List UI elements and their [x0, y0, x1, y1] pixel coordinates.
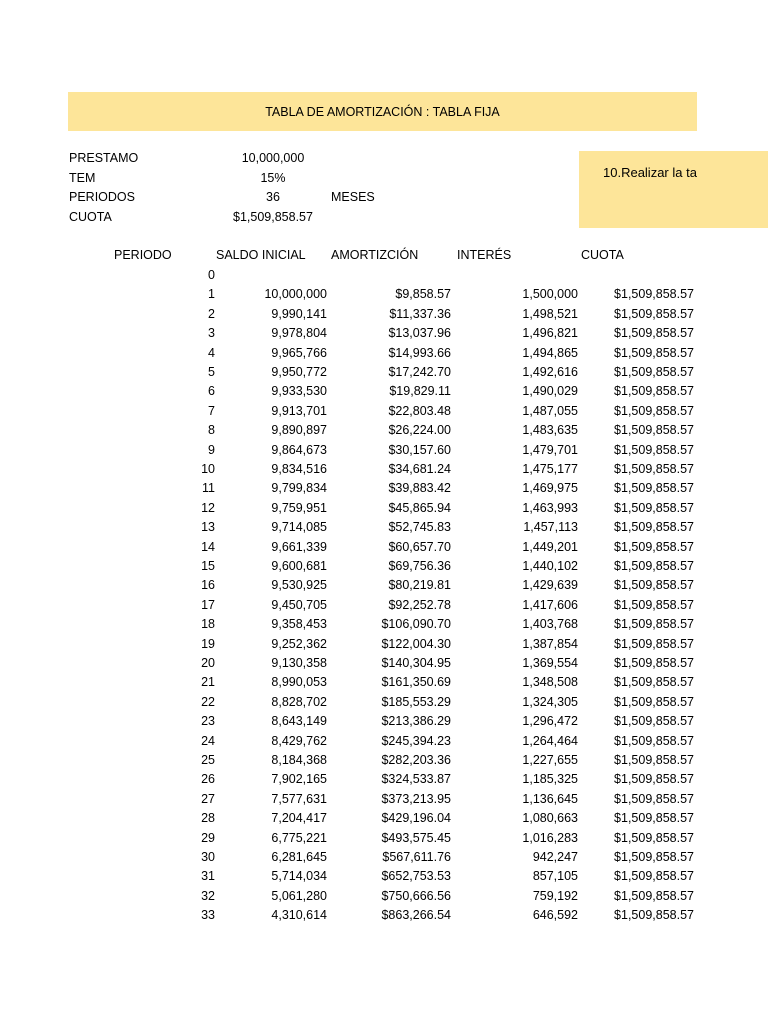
- table-row: [0, 384, 768, 403]
- cell-saldo-inicial: 8,643,149: [271, 714, 327, 729]
- cell-saldo-inicial: 9,990,141: [271, 306, 327, 321]
- cell-interes: 1,185,325: [522, 772, 578, 787]
- cell-cuota: $1,509,858.57: [614, 850, 694, 864]
- cell-saldo-inicial: 9,252,362: [271, 636, 327, 651]
- header-interes: INTERÉS: [457, 248, 512, 262]
- cell-amortizacion: $324,533.87: [381, 772, 451, 787]
- cell-saldo-inicial: 6,281,645: [271, 850, 327, 864]
- cell-interes: 1,479,701: [522, 442, 578, 457]
- cell-saldo-inicial: 9,978,804: [271, 326, 327, 341]
- cell-amortizacion: $9,858.57: [395, 287, 451, 302]
- cell-periodo: 26: [201, 772, 215, 787]
- tem-label: TEM: [69, 171, 96, 185]
- cell-saldo-inicial: 9,600,681: [271, 559, 327, 573]
- cell-amortizacion: $69,756.36: [388, 559, 451, 573]
- cell-amortizacion: $45,865.94: [388, 500, 451, 515]
- table-row: [0, 675, 768, 694]
- table-row: [0, 889, 768, 908]
- cell-saldo-inicial: 6,775,221: [271, 830, 327, 845]
- cell-saldo-inicial: 8,184,368: [271, 753, 327, 767]
- cell-interes: 1,417,606: [522, 597, 578, 612]
- cell-interes: 1,080,663: [522, 811, 578, 826]
- cell-interes: 1,324,305: [522, 694, 578, 709]
- cell-amortizacion: $92,252.78: [388, 597, 451, 612]
- periodos-label: PERIODOS: [69, 190, 135, 204]
- cell-amortizacion: $39,883.42: [388, 481, 451, 496]
- cell-saldo-inicial: 5,714,034: [271, 869, 327, 884]
- cell-interes: 1,457,113: [523, 520, 578, 535]
- cell-cuota: $1,509,858.57: [614, 500, 694, 515]
- cell-amortizacion: $122,004.30: [381, 636, 451, 651]
- cell-cuota: $1,509,858.57: [614, 694, 694, 709]
- cell-interes: 857,105: [532, 869, 578, 884]
- cell-cuota: $1,509,858.57: [614, 753, 694, 767]
- cell-saldo-inicial: 7,204,417: [271, 811, 327, 826]
- table-row: [0, 423, 768, 442]
- cell-amortizacion: $14,993.66: [388, 345, 451, 360]
- cuota-value: $1,509,858.57: [233, 210, 313, 224]
- cell-cuota: $1,509,858.57: [614, 442, 694, 457]
- table-row: [0, 850, 768, 869]
- cell-amortizacion: $13,037.96: [388, 326, 451, 341]
- page-title: TABLA DE AMORTIZACIÓN : TABLA FIJA: [265, 104, 500, 119]
- cell-cuota: $1,509,858.57: [614, 733, 694, 748]
- cell-amortizacion: $282,203.36: [381, 753, 451, 767]
- cell-interes: 1,369,554: [522, 656, 578, 670]
- cell-periodo: 23: [201, 714, 215, 729]
- table-row: [0, 734, 768, 753]
- cell-periodo: 21: [201, 675, 215, 690]
- prestamo-label: PRESTAMO: [69, 151, 139, 165]
- cell-cuota: $1,509,858.57: [614, 811, 694, 826]
- cell-periodo: 1: [208, 287, 215, 302]
- table-row: [0, 792, 768, 811]
- cell-periodo: 27: [201, 791, 215, 806]
- table-row: [0, 443, 768, 462]
- cell-periodo: 33: [201, 908, 215, 923]
- cell-cuota: $1,509,858.57: [614, 772, 694, 787]
- cell-amortizacion: $17,242.70: [388, 365, 451, 379]
- cell-interes: 1,469,975: [522, 481, 578, 496]
- table-row: [0, 908, 768, 927]
- title-band: [68, 92, 697, 131]
- cell-cuota: $1,509,858.57: [614, 656, 694, 670]
- table-row: [0, 326, 768, 345]
- cell-saldo-inicial: 9,450,705: [271, 597, 327, 612]
- table-row: [0, 268, 768, 287]
- note-text: 10.Realizar la ta: [603, 165, 697, 180]
- cell-periodo: 14: [201, 539, 215, 554]
- cell-saldo-inicial: 9,890,897: [271, 423, 327, 438]
- table-row: [0, 287, 768, 306]
- cell-interes: 1,492,616: [522, 365, 578, 379]
- cell-periodo: 19: [201, 636, 215, 651]
- header-saldo-inicial: SALDO INICIAL: [216, 248, 306, 262]
- cell-amortizacion: $750,666.56: [381, 888, 451, 903]
- cell-amortizacion: $30,157.60: [388, 442, 451, 457]
- cell-cuota: $1,509,858.57: [614, 559, 694, 573]
- cell-saldo-inicial: 9,358,453: [271, 617, 327, 632]
- cell-amortizacion: $106,090.70: [381, 617, 451, 632]
- prestamo-value: 10,000,000: [241, 151, 305, 165]
- cell-saldo-inicial: 9,759,951: [271, 500, 327, 515]
- table-row: [0, 695, 768, 714]
- cell-saldo-inicial: 9,950,772: [271, 365, 327, 379]
- cell-saldo-inicial: 9,913,701: [271, 403, 327, 418]
- table-row: [0, 481, 768, 500]
- cell-saldo-inicial: 9,714,085: [271, 520, 327, 535]
- cell-amortizacion: $429,196.04: [381, 811, 451, 826]
- cell-interes: 1,475,177: [522, 462, 578, 476]
- cell-interes: 1,498,521: [522, 306, 578, 321]
- note-box: [579, 151, 768, 228]
- cell-interes: 1,483,635: [522, 423, 578, 438]
- cell-amortizacion: $213,386.29: [381, 714, 451, 729]
- table-row: [0, 462, 768, 481]
- cell-saldo-inicial: 9,130,358: [271, 656, 327, 670]
- cell-cuota: $1,509,858.57: [614, 714, 694, 729]
- cell-amortizacion: $373,213.95: [381, 791, 451, 806]
- cell-amortizacion: $567,611.76: [382, 850, 451, 864]
- cell-interes: 1,496,821: [522, 326, 578, 341]
- cell-amortizacion: $863,266.54: [381, 908, 451, 923]
- cell-interes: 1,429,639: [522, 578, 578, 593]
- header-cuota: CUOTA: [581, 248, 624, 262]
- table-row: [0, 520, 768, 539]
- cell-saldo-inicial: 5,061,280: [271, 888, 327, 903]
- cell-periodo: 8: [208, 423, 215, 438]
- table-row: [0, 869, 768, 888]
- cell-cuota: $1,509,858.57: [614, 345, 694, 360]
- cell-amortizacion: $19,829.11: [389, 384, 451, 399]
- cell-interes: 1,487,055: [522, 403, 578, 418]
- cell-amortizacion: $80,219.81: [388, 578, 451, 593]
- cell-periodo: 0: [208, 268, 215, 282]
- cell-saldo-inicial: 8,828,702: [271, 694, 327, 709]
- cell-periodo: 29: [201, 830, 215, 845]
- table-row: [0, 753, 768, 772]
- cell-cuota: $1,509,858.57: [614, 539, 694, 554]
- table-row: [0, 598, 768, 617]
- cell-cuota: $1,509,858.57: [614, 423, 694, 438]
- cell-saldo-inicial: 9,834,516: [271, 462, 327, 476]
- periodos-value: 36: [266, 190, 280, 204]
- cell-cuota: $1,509,858.57: [614, 462, 694, 476]
- cell-cuota: $1,509,858.57: [614, 617, 694, 632]
- cell-periodo: 7: [208, 403, 215, 418]
- cell-interes: 1,227,655: [522, 753, 578, 767]
- cell-saldo-inicial: 4,310,614: [271, 908, 327, 923]
- cell-periodo: 3: [208, 326, 215, 341]
- table-row: [0, 811, 768, 830]
- cell-periodo: 31: [201, 869, 215, 884]
- cell-periodo: 12: [201, 500, 215, 515]
- cell-amortizacion: $26,224.00: [388, 423, 451, 438]
- cell-interes: 1,387,854: [522, 636, 578, 651]
- table-row: [0, 346, 768, 365]
- cell-periodo: 6: [208, 384, 215, 399]
- cell-saldo-inicial: 9,965,766: [271, 345, 327, 360]
- cell-cuota: $1,509,858.57: [614, 675, 694, 690]
- cell-cuota: $1,509,858.57: [614, 326, 694, 341]
- cell-interes: 759,192: [532, 888, 578, 903]
- table-row: [0, 559, 768, 578]
- cell-amortizacion: $161,350.69: [381, 675, 451, 690]
- table-row: [0, 307, 768, 326]
- table-row: [0, 404, 768, 423]
- cell-saldo-inicial: 9,933,530: [271, 384, 327, 399]
- header-amortizacion: AMORTIZCIÓN: [331, 248, 419, 262]
- cell-periodo: 11: [202, 481, 215, 496]
- cell-periodo: 17: [201, 597, 215, 612]
- cell-cuota: $1,509,858.57: [614, 791, 694, 806]
- cell-periodo: 18: [201, 617, 215, 632]
- cell-cuota: $1,509,858.57: [614, 287, 694, 302]
- cell-interes: 1,403,768: [522, 617, 578, 632]
- cell-cuota: $1,509,858.57: [614, 888, 694, 903]
- cell-interes: 1,348,508: [522, 675, 578, 690]
- cell-periodo: 20: [201, 656, 215, 670]
- cell-periodo: 24: [201, 733, 215, 748]
- cell-cuota: $1,509,858.57: [614, 578, 694, 593]
- table-row: [0, 831, 768, 850]
- cell-cuota: $1,509,858.57: [614, 481, 694, 496]
- cell-saldo-inicial: 10,000,000: [264, 287, 327, 302]
- cell-interes: 1,500,000: [522, 287, 578, 302]
- cell-amortizacion: $140,304.95: [381, 656, 451, 670]
- tem-value: 15%: [260, 171, 286, 185]
- cell-amortizacion: $60,657.70: [388, 539, 451, 554]
- cell-interes: 1,449,201: [522, 539, 578, 554]
- cell-interes: 1,264,464: [522, 733, 578, 748]
- cell-cuota: $1,509,858.57: [614, 384, 694, 399]
- cell-cuota: $1,509,858.57: [614, 403, 694, 418]
- cell-interes: 1,490,029: [522, 384, 578, 399]
- table-row: [0, 365, 768, 384]
- cell-amortizacion: $22,803.48: [388, 403, 451, 418]
- cell-cuota: $1,509,858.57: [614, 636, 694, 651]
- cell-interes: 1,463,993: [522, 500, 578, 515]
- cell-cuota: $1,509,858.57: [614, 520, 694, 535]
- cell-periodo: 32: [201, 888, 215, 903]
- cell-interes: 1,016,283: [522, 830, 578, 845]
- cell-saldo-inicial: 9,530,925: [271, 578, 327, 593]
- cell-interes: 942,247: [532, 850, 578, 864]
- cell-saldo-inicial: 8,429,762: [271, 733, 327, 748]
- cell-saldo-inicial: 9,864,673: [271, 442, 327, 457]
- cell-saldo-inicial: 9,661,339: [271, 539, 327, 554]
- cell-interes: 646,592: [532, 908, 578, 923]
- cell-periodo: 10: [201, 462, 215, 476]
- table-row: [0, 501, 768, 520]
- cell-cuota: $1,509,858.57: [614, 365, 694, 379]
- cell-periodo: 9: [208, 442, 215, 457]
- cell-periodo: 13: [201, 520, 215, 535]
- cell-amortizacion: $34,681.24: [388, 462, 451, 476]
- cell-periodo: 16: [201, 578, 215, 593]
- table-row: [0, 772, 768, 791]
- cell-saldo-inicial: 8,990,053: [271, 675, 327, 690]
- cell-cuota: $1,509,858.57: [614, 830, 694, 845]
- cuota-label: CUOTA: [69, 210, 112, 224]
- table-row: [0, 656, 768, 675]
- table-row: [0, 540, 768, 559]
- table-row: [0, 637, 768, 656]
- cell-amortizacion: $493,575.45: [381, 830, 451, 845]
- cell-periodo: 4: [208, 345, 215, 360]
- table-row: [0, 617, 768, 636]
- cell-interes: 1,136,645: [522, 791, 578, 806]
- cell-periodo: 5: [208, 365, 215, 379]
- header-periodo: PERIODO: [114, 248, 172, 262]
- cell-saldo-inicial: 7,577,631: [271, 791, 327, 806]
- cell-amortizacion: $52,745.83: [388, 520, 451, 535]
- cell-saldo-inicial: 7,902,165: [271, 772, 327, 787]
- cell-periodo: 30: [201, 850, 215, 864]
- cell-periodo: 2: [208, 306, 215, 321]
- cell-periodo: 22: [201, 694, 215, 709]
- cell-periodo: 28: [201, 811, 215, 826]
- cell-amortizacion: $11,337.36: [389, 306, 451, 321]
- table-row: [0, 714, 768, 733]
- cell-periodo: 15: [201, 559, 215, 573]
- cell-cuota: $1,509,858.57: [614, 908, 694, 923]
- cell-interes: 1,440,102: [522, 559, 578, 573]
- cell-cuota: $1,509,858.57: [614, 597, 694, 612]
- cell-cuota: $1,509,858.57: [614, 869, 694, 884]
- cell-cuota: $1,509,858.57: [614, 306, 694, 321]
- cell-periodo: 25: [201, 753, 215, 767]
- cell-interes: 1,296,472: [522, 714, 578, 729]
- cell-saldo-inicial: 9,799,834: [271, 481, 327, 496]
- cell-amortizacion: $652,753.53: [381, 869, 451, 884]
- cell-amortizacion: $185,553.29: [381, 694, 451, 709]
- table-row: [0, 578, 768, 597]
- cell-interes: 1,494,865: [522, 345, 578, 360]
- periodos-unit: MESES: [331, 190, 375, 204]
- cell-amortizacion: $245,394.23: [381, 733, 451, 748]
